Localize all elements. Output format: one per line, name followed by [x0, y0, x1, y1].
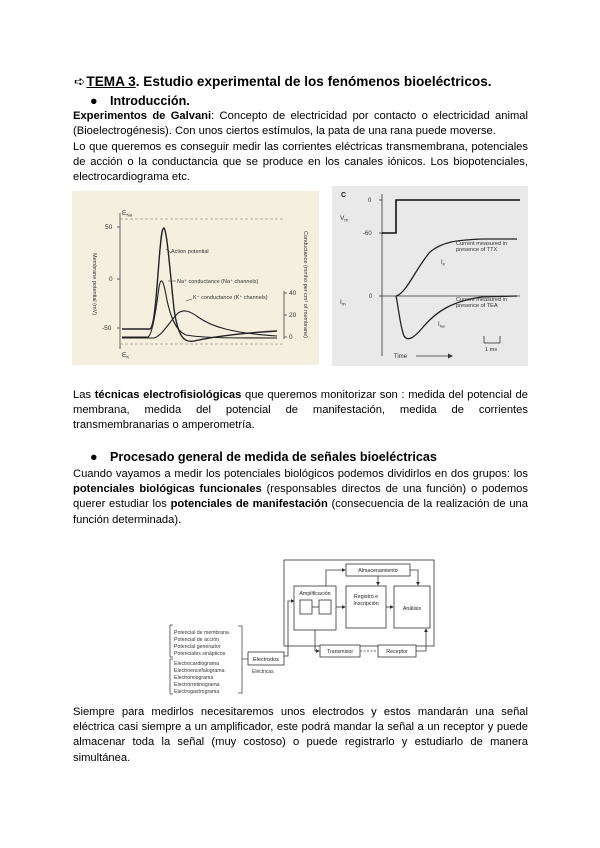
goal-paragraph: [73, 140, 528, 186]
processing-t1: Cuando vayamos a medir los potenciales biológicos podemos dividirlos en dos grupos: los: [73, 468, 528, 480]
vm-tick-0: 0: [368, 198, 372, 204]
na-label: Na⁺ conductance (Na⁺ channels): [177, 279, 259, 285]
ttx-note: Current measured in presence of TTX: [456, 241, 507, 254]
amplificacion-label: Amplificación: [299, 591, 331, 597]
ik-label: $I_K$: [441, 260, 446, 267]
scale-label: 1 ms: [485, 347, 498, 353]
galvani-paragraph: [73, 109, 528, 139]
left-tick-neg50: -50: [102, 325, 112, 332]
electricas-label: Eléctricas: [252, 669, 274, 675]
right-tick-40: 40: [289, 290, 297, 297]
processing-heading-text: Procesado general de medida de señales bioeléctricas: [110, 450, 437, 464]
k-conductance-curve: [122, 311, 277, 338]
techniques-bold: técnicas electrofisiológicas: [94, 389, 242, 401]
right-tick-20: 20: [289, 312, 297, 319]
bullet-icon: ●: [90, 94, 98, 108]
title-text: . Estudio experimental de los fenómenos bioeléctricos.: [135, 74, 492, 89]
time-label: Time: [393, 354, 407, 360]
galvani-text: : Concepto de electricidad por contacto o electricidad animal (Bioelectrogénesis). Con unos ciertos estímulos, la pata de una rana puede moverse.: [73, 110, 528, 138]
techniques-prefix: Las: [73, 389, 95, 401]
im-label: $I_m$: [340, 299, 346, 307]
analisis-label: Análisis: [402, 606, 422, 612]
vm-tick-neg60: -60: [363, 231, 372, 237]
goal-text: Lo que queremos es conseguir medir las corrientes eléctricas transmembrana, potenciales de acción o la conductancia que se produce en los canales iónicos. Los biopotenciales, electrocardiograma etc.: [73, 141, 528, 184]
voltage-clamp-plot: [332, 186, 528, 366]
group2-item-1: Electrocardiograma: [174, 661, 219, 667]
action-potential-figure: [72, 191, 319, 365]
tea-note: Current measured in presence of TEA: [456, 297, 507, 310]
group2-item-2: Electroencefalograma: [174, 668, 225, 674]
right-axis-title: Conductance (mmho per cm² of membrane): [302, 231, 308, 338]
vm-label: $V_m$: [340, 215, 349, 223]
left-axis-title: Membrane potential (mV): [91, 253, 97, 316]
intro-heading: [90, 94, 190, 108]
voltage-step: [382, 200, 520, 233]
processing-t3: (consecuencia de la realización de una función determinada).: [73, 498, 528, 526]
k-label: K⁺ conductance (K⁺ channels): [193, 295, 268, 301]
registro-label: Registro e Inscripción: [353, 594, 379, 607]
action-potential-plot: [72, 191, 319, 365]
left-tick-50: 50: [105, 224, 113, 231]
block-diagram: [166, 556, 438, 696]
bullet-icon: ●: [90, 450, 98, 464]
block-diagram-svg: [166, 556, 438, 696]
group1-item-2: Potencial de acción: [174, 637, 219, 643]
group1-item-4: Potenciales sinápticos: [174, 651, 226, 657]
ap-label: Action potential: [171, 249, 209, 255]
techniques-paragraph: [73, 388, 528, 434]
processing-paragraph: [73, 467, 528, 528]
arrow-icon: ➪: [74, 74, 86, 89]
panel-letter: C: [341, 192, 347, 199]
receptor-label: Receptor: [386, 649, 408, 655]
processing-t2: (responsables directos de una función) o podemos querer estudiar los: [73, 483, 529, 511]
group1-item-1: Potencial de membrana: [174, 630, 229, 636]
final-paragraph: [73, 705, 528, 766]
transmisor-label: Transmisor: [326, 649, 354, 655]
almacenamiento-label: Almacenamiento: [358, 568, 398, 574]
final-text: Siempre para medirlos necesitaremos unos electrodos y estos mandarán una señal eléctrica casi siempre a un amplificador, este podrá mandar la señal a un receptor y puede almacenar toda la señal (muy costoso) o puede registrarlo y estudiarlo de manera simultánea.: [73, 706, 528, 764]
group2-item-4: Electrorretinograma: [174, 682, 220, 688]
electrodos-label: Electrodos: [253, 657, 279, 663]
techniques-rest: que queremos monitorizar son : medida del potencial de membrana, medida del potencial de manifestación, medida de corrientes transmembranarias o amperometría.: [73, 389, 528, 432]
ena-label: $E_{Na}$: [122, 210, 133, 218]
right-tick-0: 0: [289, 334, 293, 341]
processing-heading: [90, 450, 437, 464]
processing-b1: potenciales biológicas funcionales: [73, 483, 262, 496]
page-title: [74, 74, 544, 90]
voltage-clamp-figure: [332, 186, 528, 366]
intro-heading-text: Introducción.: [110, 94, 190, 108]
ek-label: $E_K$: [122, 352, 130, 360]
group2-item-5: Electrogastrograma: [174, 689, 220, 695]
group1-item-3: Potencial generador: [174, 644, 221, 650]
tema-label: TEMA 3: [86, 74, 136, 89]
im-tick-0: 0: [369, 294, 373, 300]
ina-label: $I_{Na}$: [438, 322, 445, 329]
processing-b2: potenciales de manifestación: [170, 498, 328, 511]
left-tick-0: 0: [109, 276, 113, 283]
group2-item-3: Electromiograma: [174, 675, 214, 681]
galvani-label: Experimentos de Galvani: [73, 110, 212, 122]
